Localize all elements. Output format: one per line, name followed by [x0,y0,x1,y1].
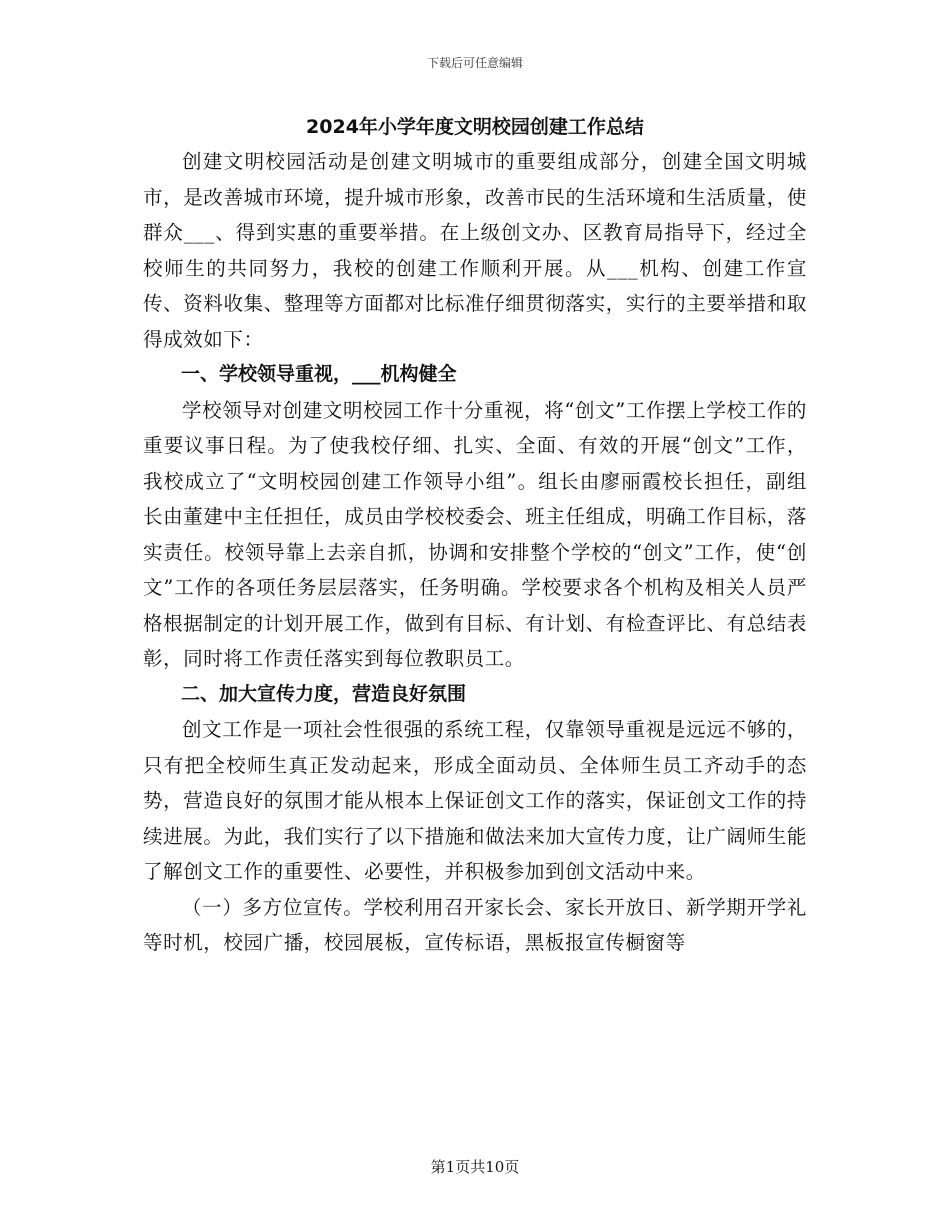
paragraph-section-1: 学校领导对创建文明校园工作十分重视，将“创文”工作摆上学校工作的重要议事日程。为了使我校仔细、扎实、全面、有效的开展“创文”工作，我校成立了“文明校园创建工作领导小组”。组长由廖丽霞校长担任，副组长由董建中主任担任，成员由学校校委会、班主任组成，明确工作目标，落实责任。校领导靠上去亲自抓，协调和安排整个学校的“创文”工作，使“创文”工作的各项任务层层落实，任务明确。学校要求各个机构及相关人员严格根据制定的计划开展工作，做到有目标、有计划、有检查评比、有总结表彰，同时将工作责任落实到每位教职员工。 [143,398,807,670]
paragraph-intro: 创建文明校园活动是创建文明城市的重要组成部分，创建全国文明城市，是改善城市环境，提升城市形象，改善市民的生活环境和生活质量，使群众___、得到实惠的重要举措。在上级创文办、区教育局指导下，经过全校师生的共同努力，我校的创建工作顺利开展。从___机构、创建工作宣传、资料收集、整理等方面都对比标准仔细贯彻落实，实行的主要举措和取得成效如下： [143,150,807,351]
page-number: 第1页共10页 [430,1158,520,1176]
paragraph-subsection-1: （一）多方位宣传。学校利用召开家长会、家长开放日、新学期开学礼等时机，校园广播，校园展板，宣传标语，黑板报宣传橱窗等 [143,895,807,954]
section-heading-1: 一、学校领导重视，___机构健全 [181,363,457,385]
paragraph-section-2: 创文工作是一项社会性很强的系统工程，仅靠领导重视是远远不够的，只有把全校师生真正发动起来，形成全面动员、全体师生员工齐动手的态势，营造良好的氛围才能从根本上保证创文工作的落实，保证创文工作的持续进展。为此，我们实行了以下措施和做法来加大宣传力度，让广阔师生能了解创文工作的重要性、必要性，并积极参加到创文活动中来。 [143,718,807,883]
document-title: 2024年小学年度文明校园创建工作总结 [306,116,644,138]
page-header-note: 下载后可任意编辑 [426,56,523,70]
section-heading-2: 二、加大宣传力度，营造良好氛围 [181,682,467,705]
document-body [143,112,807,961]
